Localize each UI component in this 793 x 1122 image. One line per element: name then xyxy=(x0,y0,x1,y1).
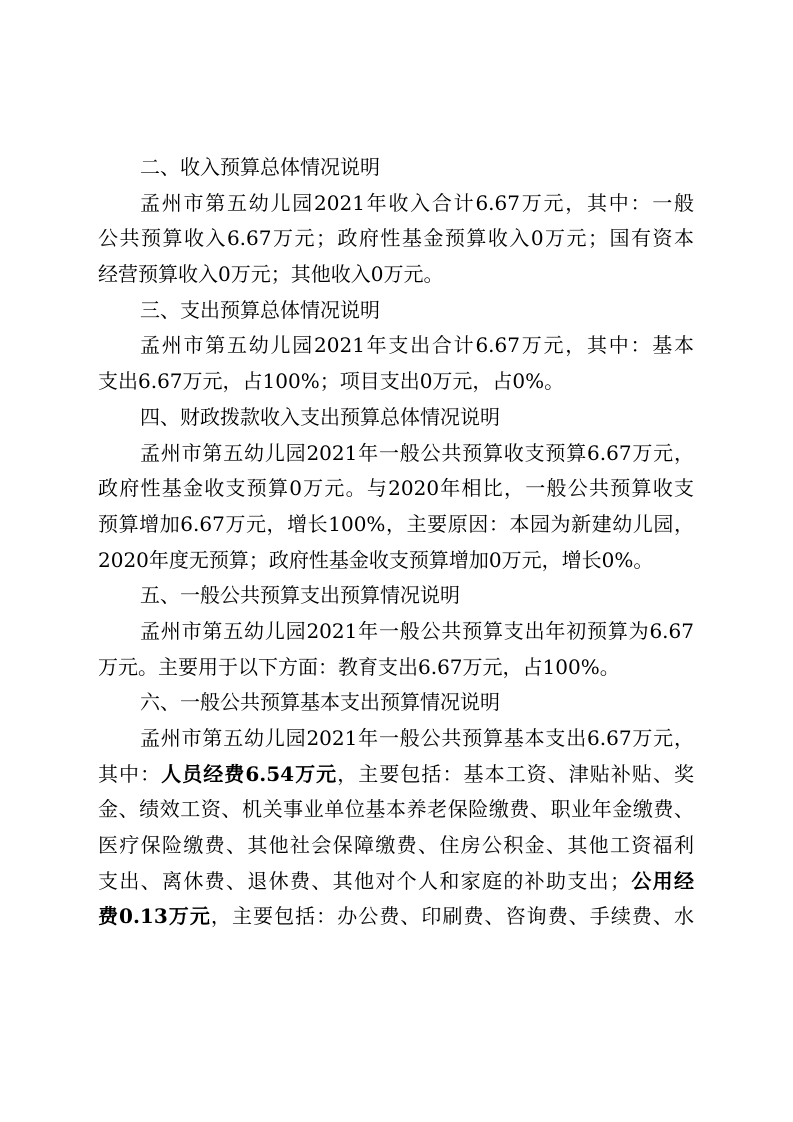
section-heading-general-budget: 五、一般公共预算支出预算情况说明 xyxy=(140,583,460,608)
public-expense-emphasis: 公用经 xyxy=(630,868,695,893)
paragraph-line: 支出6.67万元，占100%；项目支出0万元，占0%。 xyxy=(98,369,565,394)
paragraph-line: 公共预算收入6.67万元；政府性基金预算收入0万元；国有资本 xyxy=(98,226,694,251)
paragraph-line: 孟州市第五幼儿园2021年一般公共预算收支预算6.67万元， xyxy=(140,440,694,465)
paragraph-line: 万元。主要用于以下方面：教育支出6.67万元，占100%。 xyxy=(98,654,620,679)
personnel-expense-emphasis: 人员经费6.54万元 xyxy=(161,761,338,786)
paragraph-line: 孟州市第五幼儿园2021年收入合计6.67万元，其中：一般 xyxy=(140,190,694,215)
paragraph-line xyxy=(98,757,694,793)
paragraph-text: ，主要包括：基本工资、津贴补贴、奖 xyxy=(337,761,695,786)
section-heading-basic-expenditure: 六、一般公共预算基本支出预算情况说明 xyxy=(140,690,500,715)
paragraph-line: 预算增加6.67万元，增长100%，主要原因：本园为新建幼儿园， xyxy=(98,511,694,536)
paragraph-text: 其中： xyxy=(98,761,162,786)
paragraph-line: 2020年度无预算；政府性基金收支预算增加0万元，增长0%。 xyxy=(98,547,654,572)
paragraph-line xyxy=(98,864,694,900)
paragraph-line xyxy=(98,899,694,935)
section-heading-expenditure: 三、支出预算总体情况说明 xyxy=(140,297,380,322)
section-heading-fiscal: 四、财政拨款收入支出预算总体情况说明 xyxy=(140,404,500,429)
paragraph-line: 孟州市第五幼儿园2021年一般公共预算支出年初预算为6.67 xyxy=(140,618,694,643)
document-body xyxy=(98,150,694,935)
paragraph-line: 医疗保险缴费、其他社会保障缴费、住房公积金、其他工资福利 xyxy=(98,833,694,858)
paragraph-line: 经营预算收入0万元；其他收入0万元。 xyxy=(98,262,444,287)
paragraph-line: 孟州市第五幼儿园2021年一般公共预算基本支出6.67万元， xyxy=(140,726,694,750)
paragraph-text: 支出、离休费、退休费、其他对个人和家庭的补助支出； xyxy=(98,868,630,893)
public-expense-emphasis: 费0.13万元 xyxy=(98,904,211,929)
paragraph-line: 孟州市第五幼儿园2021年支出合计6.67万元，其中：基本 xyxy=(140,333,694,358)
paragraph-line: 金、绩效工资、机关事业单位基本养老保险缴费、职业年金缴费、 xyxy=(98,797,694,822)
paragraph-line: 政府性基金收支预算0万元。与2020年相比，一般公共预算收支 xyxy=(98,476,694,501)
paragraph-text: ，主要包括：办公费、印刷费、咨询费、手续费、水 xyxy=(210,904,695,929)
section-heading-income: 二、收入预算总体情况说明 xyxy=(140,155,380,179)
